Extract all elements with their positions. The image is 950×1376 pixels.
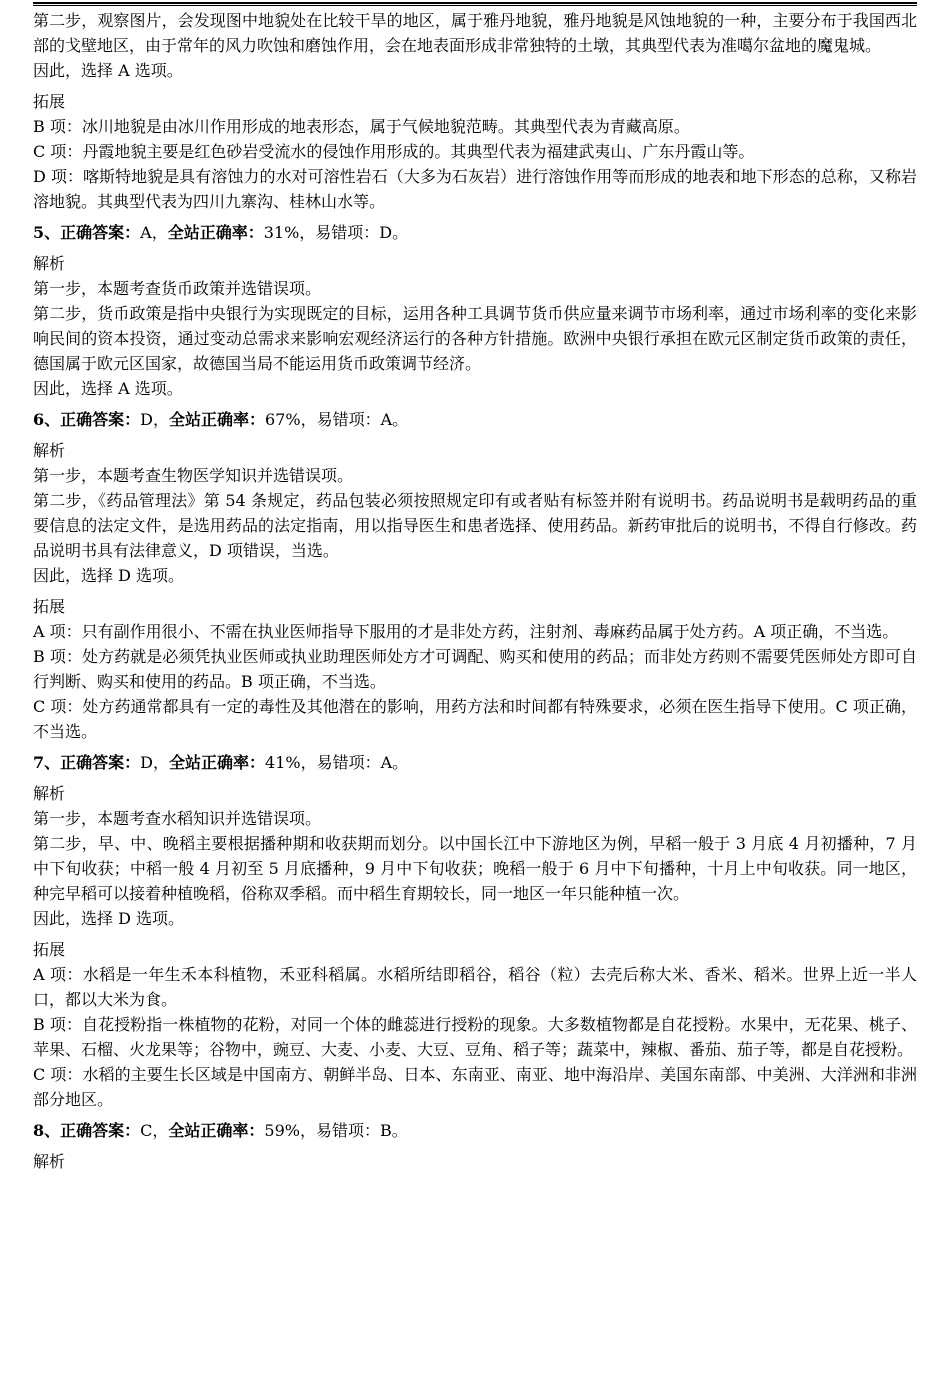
- answer-label: 正确答案：: [60, 753, 141, 772]
- answer-label: 正确答案：: [60, 223, 141, 242]
- paragraph: C 项：处方药通常都具有一定的毒性及其他潜在的影响，用药方法和时间都有特殊要求，必须在医生指导下使用。C 项正确，不当选。: [33, 697, 917, 741]
- accuracy-value: 41%，易错项：A。: [265, 753, 409, 772]
- paragraph: B 项：冰川地貌是由冰川作用形成的地表形态，属于气候地貌范畴。其典型代表为青藏高原。: [33, 117, 690, 136]
- answer-value: D，: [140, 753, 169, 772]
- accuracy-label: 全站正确率：: [167, 223, 264, 242]
- paragraph: D 项：喀斯特地貌是具有溶蚀力的水对可溶性岩石（大多为石灰岩）进行溶蚀作用等而形成的地表和地下形态的总称，又称岩溶地貌。其典型代表为四川九寨沟、桂林山水等。: [33, 167, 917, 211]
- accuracy-value: 59%，易错项：B。: [264, 1121, 408, 1140]
- answer-label: 正确答案：: [60, 410, 141, 429]
- section-label: 解析: [33, 1152, 66, 1171]
- answer-label: 正确答案：: [60, 1121, 141, 1140]
- accuracy-label: 全站正确率：: [168, 1121, 265, 1140]
- answer-value: D，: [140, 410, 169, 429]
- question-number: 6、: [33, 410, 61, 429]
- paragraph: 因此，选择 A 选项。: [33, 379, 183, 398]
- paragraph: A 项：水稻是一年生禾本科植物，禾亚科稻属。水稻所结即稻谷，稻谷（粒）去壳后称大米、香米、稻米。世界上近一半人口，都以大米为食。: [33, 965, 917, 1009]
- answer-value: C，: [140, 1121, 169, 1140]
- accuracy-value: 31%，易错项：D。: [263, 223, 409, 242]
- paragraph: C 项：丹霞地貌主要是红色砂岩受流水的侵蚀作用形成的。其典型代表为福建武夷山、广东丹霞山等。: [33, 142, 755, 161]
- answer-line: [33, 407, 917, 432]
- accuracy-value: 67%，易错项：A。: [265, 410, 409, 429]
- question-number: 7、: [33, 753, 61, 772]
- section-label: 拓展: [33, 597, 66, 616]
- paragraph: 第二步，早、中、晚稻主要根据播种期和收获期而划分。以中国长江中下游地区为例，早稻一般于 3 月底 4 月初播种，7 月中下旬收获；中稻一般 4 月初至 5 月底播种，9 月中下旬收获；晚稻一般于 6 月中下旬播种，十月上中旬收获。同一地区，种完早稻可以接着种植晚稻，俗称双季稻。而中稻生育期较长，同一地区一年只能种植一次。: [33, 834, 917, 903]
- paragraph: 因此，选择 A 选项。: [33, 61, 183, 80]
- section-label: 解析: [33, 441, 66, 460]
- section-label: 解析: [33, 784, 66, 803]
- accuracy-label: 全站正确率：: [169, 753, 266, 772]
- paragraph: C 项：水稻的主要生长区域是中国南方、朝鲜半岛、日本、东南亚、南亚、地中海沿岸、美国东南部、中美洲、大洋洲和非洲部分地区。: [33, 1065, 917, 1109]
- document-body: [33, 8, 917, 1174]
- paragraph: 第一步，本题考查生物医学知识并选错误项。: [33, 466, 354, 485]
- answer-line: [33, 220, 917, 245]
- question-number: 5、: [33, 223, 61, 242]
- paragraph: 第二步，货币政策是指中央银行为实现既定的目标，运用各种工具调节货币供应量来调节市场利率，通过市场利率的变化来影响民间的资本投资，通过变动总需求来影响宏观经济运行的各种方针措施。欧洲中央银行承担在欧元区制定货币政策的责任，德国属于欧元区国家，故德国当局不能运用货币政策调节经济。: [33, 304, 917, 373]
- section-label: 拓展: [33, 940, 66, 959]
- paragraph: B 项：自花授粉指一株植物的花粉，对同一个体的雌蕊进行授粉的现象。大多数植物都是自花授粉。水果中，无花果、桃子、苹果、石榴、火龙果等；谷物中，豌豆、大麦、小麦、大豆、豆角、稻子等；蔬菜中，辣椒、番茄、茄子等，都是自花授粉。: [33, 1015, 917, 1059]
- question-number: 8、: [33, 1121, 61, 1140]
- paragraph: 因此，选择 D 选项。: [33, 909, 185, 928]
- answer-value: A，: [140, 223, 168, 242]
- paragraph: 因此，选择 D 选项。: [33, 566, 185, 585]
- paragraph: 第一步，本题考查货币政策并选错误项。: [33, 279, 322, 298]
- paragraph: 第一步，本题考查水稻知识并选错误项。: [33, 809, 322, 828]
- paragraph: A 项：只有副作用很小、不需在执业医师指导下服用的才是非处方药，注射剂、毒麻药品属于处方药。A 项正确，不当选。: [33, 622, 899, 641]
- accuracy-label: 全站正确率：: [169, 410, 266, 429]
- paragraph: 第二步，《药品管理法》第 54 条规定，药品包装必须按照规定印有或者贴有标签并附有说明书。药品说明书是载明药品的重要信息的法定文件，是选用药品的法定指南，用以指导医生和患者选择、使用药品。新药审批后的说明书，不得自行修改。药品说明书具有法律意义，D 项错误，当选。: [33, 491, 917, 560]
- section-label: 解析: [33, 254, 66, 273]
- header-rule: [33, 2, 917, 6]
- section-label: 拓展: [33, 92, 66, 111]
- answer-line: [33, 1118, 917, 1143]
- answer-line: [33, 750, 917, 775]
- paragraph: B 项：处方药就是必须凭执业医师或执业助理医师处方才可调配、购买和使用的药品；而非处方药则不需要凭医师处方即可自行判断、购买和使用的药品。B 项正确，不当选。: [33, 647, 917, 691]
- paragraph: 第二步，观察图片，会发现图中地貌处在比较干旱的地区，属于雅丹地貌，雅丹地貌是风蚀地貌的一种，主要分布于我国西北部的戈壁地区，由于常年的风力吹蚀和磨蚀作用，会在地表面形成非常独特的土墩，其典型代表为准噶尔盆地的魔鬼城。: [33, 11, 917, 55]
